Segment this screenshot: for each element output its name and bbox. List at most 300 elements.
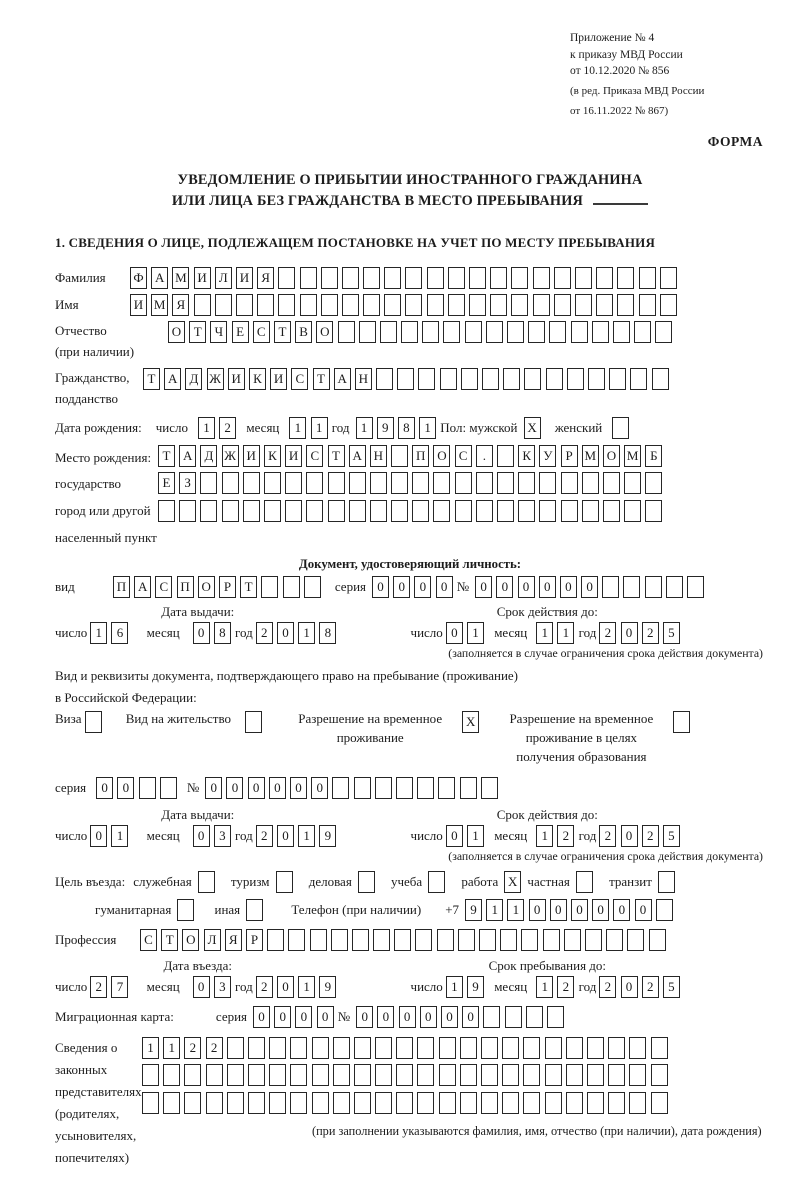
char-cell <box>587 1037 604 1059</box>
char-cell: 0 <box>462 1006 479 1028</box>
representatives-cells-1 <box>142 1037 762 1059</box>
char-cell <box>546 368 563 390</box>
char-cell: О <box>198 576 215 598</box>
char-cell <box>629 1064 646 1086</box>
char-cell <box>571 321 588 343</box>
iddoc-kind-label: вид <box>55 579 75 595</box>
char-cell <box>267 929 284 951</box>
stay-until-year-cells <box>599 976 684 998</box>
year-label: год <box>578 625 597 641</box>
char-cell <box>160 777 177 799</box>
char-cell <box>660 267 677 289</box>
char-cell <box>645 576 662 598</box>
char-cell <box>354 1064 371 1086</box>
char-cell: 1 <box>298 622 315 644</box>
char-cell <box>627 929 644 951</box>
char-cell: А <box>179 445 196 467</box>
char-cell: 0 <box>446 825 463 847</box>
char-cell: Т <box>161 929 178 951</box>
patronymic-row <box>55 321 765 363</box>
char-cell: Я <box>172 294 189 316</box>
char-cell <box>497 500 514 522</box>
char-cell <box>481 1064 498 1086</box>
char-cell <box>376 368 393 390</box>
resdoc-expiry-note: (заполняется в случае ограничения срока действия документа) <box>448 848 763 863</box>
char-cell: 1 <box>90 622 107 644</box>
char-cell <box>412 500 429 522</box>
char-cell: 5 <box>663 622 680 644</box>
month-label: месяц <box>146 978 180 994</box>
char-cell <box>222 472 239 494</box>
char-cell <box>564 929 581 951</box>
iddoc-issue-group <box>55 604 341 644</box>
char-cell: 6 <box>111 622 128 644</box>
char-cell <box>575 294 592 316</box>
birthdate-row <box>55 417 765 439</box>
option-temp-residence-education <box>497 710 694 767</box>
char-cell: Е <box>158 472 175 494</box>
birthplace-cells-3 <box>158 500 667 522</box>
char-cell <box>391 445 408 467</box>
char-cell <box>645 472 662 494</box>
char-cell: 1 <box>419 417 436 439</box>
char-cell <box>465 321 482 343</box>
char-cell <box>609 368 626 390</box>
char-cell <box>142 1092 159 1114</box>
char-cell <box>561 500 578 522</box>
char-cell: 2 <box>256 622 273 644</box>
year-label: год <box>235 978 253 994</box>
char-cell <box>312 1037 329 1059</box>
char-cell <box>476 472 493 494</box>
char-cell <box>261 576 278 598</box>
day-label: число <box>55 625 88 641</box>
char-cell: 2 <box>642 622 659 644</box>
char-cell <box>490 294 507 316</box>
char-cell <box>549 321 566 343</box>
char-cell <box>391 472 408 494</box>
char-cell: И <box>270 368 287 390</box>
char-cell <box>380 321 397 343</box>
char-cell: П <box>113 576 130 598</box>
char-cell <box>518 500 535 522</box>
citizenship-cells <box>143 368 673 390</box>
char-cell <box>566 1037 583 1059</box>
char-cell <box>321 294 338 316</box>
temp-residence-education-label: Разрешение на временное проживание в целях получения образования <box>509 711 654 764</box>
char-cell <box>497 445 514 467</box>
char-cell <box>443 321 460 343</box>
char-cell: 7 <box>111 976 128 998</box>
iddoc-series-label: серия <box>334 579 367 595</box>
char-cell <box>354 1037 371 1059</box>
char-cell <box>511 294 528 316</box>
char-cell: 0 <box>226 777 243 799</box>
char-cell <box>439 1037 456 1059</box>
surname-cells <box>130 267 681 289</box>
char-cell <box>349 472 366 494</box>
sex-male-label: Пол: мужской <box>440 419 518 435</box>
char-cell <box>490 267 507 289</box>
char-cell: 0 <box>253 1006 270 1028</box>
day-label: число <box>55 827 88 843</box>
char-cell: Т <box>274 321 291 343</box>
char-cell: X <box>524 417 541 439</box>
char-cell: 0 <box>621 976 638 998</box>
char-cell: 1 <box>536 622 553 644</box>
char-cell: П <box>177 576 194 598</box>
char-cell: 5 <box>663 825 680 847</box>
char-cell <box>645 500 662 522</box>
char-cell <box>602 576 619 598</box>
char-cell: 2 <box>90 976 107 998</box>
char-cell: А <box>349 445 366 467</box>
char-cell <box>248 1037 265 1059</box>
char-cell <box>596 267 613 289</box>
char-cell <box>194 294 211 316</box>
char-cell: Т <box>313 368 330 390</box>
char-cell: 2 <box>184 1037 201 1059</box>
char-cell <box>248 1092 265 1114</box>
char-cell <box>264 472 281 494</box>
char-cell <box>373 929 390 951</box>
char-cell <box>417 1064 434 1086</box>
issue-title: Дата выдачи: <box>161 604 235 620</box>
char-cell <box>370 472 387 494</box>
char-cell: 1 <box>198 417 215 439</box>
char-cell: 0 <box>621 622 638 644</box>
char-cell <box>288 929 305 951</box>
char-cell <box>422 321 439 343</box>
issue-day-cells <box>90 622 132 644</box>
char-cell: 1 <box>536 976 553 998</box>
char-cell <box>338 321 355 343</box>
char-cell <box>533 267 550 289</box>
char-cell <box>243 472 260 494</box>
char-cell <box>342 267 359 289</box>
char-cell <box>236 294 253 316</box>
char-cell: С <box>140 929 157 951</box>
char-cell <box>300 267 317 289</box>
char-cell <box>396 1064 413 1086</box>
char-cell <box>206 1064 223 1086</box>
iddoc-kind-cells <box>113 576 325 598</box>
char-cell <box>312 1092 329 1114</box>
purpose-official-label: служебная <box>133 873 192 889</box>
char-cell: 0 <box>420 1006 437 1028</box>
char-cell <box>479 929 496 951</box>
char-cell: 2 <box>599 976 616 998</box>
char-cell: К <box>518 445 535 467</box>
char-cell <box>163 1064 180 1086</box>
day-label: число <box>55 978 88 994</box>
iddoc-heading: Документ, удостоверяющий личность: <box>298 557 522 572</box>
iddoc-number-cells <box>475 576 708 598</box>
char-cell: 0 <box>193 622 210 644</box>
purpose-other-label: иная <box>214 901 241 917</box>
char-cell <box>554 294 571 316</box>
purpose-business-label: деловая <box>308 873 352 889</box>
birthplace-cells-2 <box>158 472 667 494</box>
char-cell: 0 <box>635 899 652 921</box>
char-cell <box>592 321 609 343</box>
year-label: год <box>235 827 253 843</box>
char-cell <box>588 368 605 390</box>
iddoc-expiry-group <box>411 604 685 644</box>
char-cell: М <box>172 267 189 289</box>
visa-checkbox <box>85 711 106 733</box>
char-cell: 2 <box>557 825 574 847</box>
char-cell <box>460 1092 477 1114</box>
char-cell <box>437 929 454 951</box>
expiry-title: Срок действия до: <box>496 806 598 822</box>
char-cell: 0 <box>377 1006 394 1028</box>
char-cell: Л <box>204 929 221 951</box>
char-cell <box>455 472 472 494</box>
char-cell: 1 <box>142 1037 159 1059</box>
char-cell: 5 <box>663 976 680 998</box>
birthplace-label: Место рождения: государство город или другой населенный пункт <box>55 449 157 546</box>
char-cell <box>481 777 498 799</box>
char-cell <box>545 1064 562 1086</box>
char-cell <box>469 294 486 316</box>
migcard-series-label: серия <box>215 1008 248 1024</box>
char-cell <box>269 1037 286 1059</box>
char-cell <box>634 321 651 343</box>
char-cell <box>651 1064 668 1086</box>
char-cell: Т <box>240 576 257 598</box>
appendix-line: Приложение № 4 <box>570 32 655 44</box>
char-cell: 0 <box>581 576 598 598</box>
day-label: число <box>410 978 443 994</box>
phone-label: Телефон (при наличии) <box>291 901 422 917</box>
char-cell <box>354 777 371 799</box>
char-cell: 0 <box>393 576 410 598</box>
resdoc-issue-group <box>55 807 341 847</box>
char-cell: М <box>624 445 641 467</box>
char-cell <box>623 576 640 598</box>
char-cell: 8 <box>214 622 231 644</box>
char-cell: И <box>130 294 147 316</box>
char-cell <box>405 267 422 289</box>
firstname-row <box>55 294 765 316</box>
char-cell <box>417 1092 434 1114</box>
char-cell <box>331 929 348 951</box>
char-cell <box>652 368 669 390</box>
char-cell: 1 <box>467 622 484 644</box>
char-cell: С <box>306 445 323 467</box>
char-cell: С <box>291 368 308 390</box>
char-cell <box>405 294 422 316</box>
char-cell: 2 <box>599 825 616 847</box>
char-cell <box>585 929 602 951</box>
char-cell: 2 <box>642 825 659 847</box>
char-cell <box>269 1092 286 1114</box>
resdoc-series-cells <box>96 777 181 799</box>
representatives-cells-rows <box>142 1037 762 1139</box>
char-cell <box>396 1037 413 1059</box>
char-cell <box>543 929 560 951</box>
res-expiry-month-cells <box>536 825 578 847</box>
patronymic-cells <box>168 321 677 343</box>
iddoc-series-cells <box>372 576 457 598</box>
char-cell <box>306 500 323 522</box>
char-cell <box>349 500 366 522</box>
resdoc-dates <box>55 807 765 847</box>
char-cell <box>417 1037 434 1059</box>
char-cell <box>384 267 401 289</box>
expiry-year-cells <box>599 622 684 644</box>
sex-female-checkbox <box>612 417 633 439</box>
char-cell: М <box>151 294 168 316</box>
char-cell <box>624 472 641 494</box>
char-cell: О <box>316 321 333 343</box>
birthdate-label: Дата рождения: <box>55 419 142 435</box>
char-cell <box>312 1064 329 1086</box>
representatives-label: Сведения о законных представителях (родителях, усыновителях, попечителях) <box>55 1039 142 1166</box>
char-cell: 3 <box>214 825 231 847</box>
char-cell <box>290 1064 307 1086</box>
purpose-tourism-checkbox <box>276 871 297 893</box>
char-cell: 0 <box>295 1006 312 1028</box>
char-cell <box>629 1037 646 1059</box>
char-cell <box>461 368 478 390</box>
resdoc-number-label: № <box>186 779 200 795</box>
char-cell <box>502 1064 519 1086</box>
migcard-series-cells <box>253 1006 338 1028</box>
firstname-label: Имя <box>55 297 79 313</box>
char-cell <box>539 500 556 522</box>
expiry-day-cells <box>446 622 488 644</box>
char-cell <box>285 472 302 494</box>
char-cell: 0 <box>269 777 286 799</box>
representatives-cells-3 <box>142 1092 762 1114</box>
char-cell: 0 <box>372 576 389 598</box>
char-cell <box>384 294 401 316</box>
resdoc-number-cells <box>205 777 502 799</box>
res-issue-year-cells <box>256 825 341 847</box>
purpose-label: Цель въезда: <box>55 873 126 889</box>
char-cell <box>428 871 445 893</box>
phone-prefix: +7 <box>445 901 460 917</box>
entry-dates <box>55 958 765 998</box>
char-cell <box>539 472 556 494</box>
char-cell: 0 <box>311 777 328 799</box>
birthplace-cells-1 <box>158 445 667 467</box>
issue-year-cells <box>256 622 341 644</box>
resdoc-line-1: Вид и реквизиты документа, подтверждающего право на пребывание (проживание) <box>55 668 519 684</box>
year-label: год <box>235 625 253 641</box>
section1-heading: 1. СВЕДЕНИЯ О ЛИЦЕ, ПОДЛЕЖАЩЕМ ПОСТАНОВКЕ НА УЧЕТ ПО МЕСТУ ПРЕБЫВАНИЯ <box>55 235 656 251</box>
month-label: месяц <box>146 625 180 641</box>
char-cell <box>608 1064 625 1086</box>
char-cell <box>333 1064 350 1086</box>
char-cell: О <box>603 445 620 467</box>
profession-label: Профессия <box>55 931 117 947</box>
char-cell: 0 <box>518 576 535 598</box>
char-cell <box>257 294 274 316</box>
char-cell <box>624 500 641 522</box>
migcard-number-label: № <box>337 1008 351 1024</box>
char-cell: 2 <box>599 622 616 644</box>
char-cell <box>603 500 620 522</box>
purpose-work-label: работа <box>461 873 499 889</box>
char-cell <box>439 1064 456 1086</box>
char-cell: 0 <box>193 825 210 847</box>
option-temp-residence <box>286 710 483 748</box>
char-cell <box>370 500 387 522</box>
char-cell: Р <box>219 576 236 598</box>
char-cell <box>227 1092 244 1114</box>
citizenship-label: Гражданство, подданство <box>55 369 130 406</box>
residence-permit-checkbox <box>245 711 266 733</box>
month-label: месяц <box>494 625 528 641</box>
char-cell: 1 <box>557 622 574 644</box>
char-cell <box>476 500 493 522</box>
char-cell <box>139 777 156 799</box>
migration-card-row <box>55 1006 765 1028</box>
char-cell <box>673 711 690 733</box>
char-cell <box>617 267 634 289</box>
char-cell: 0 <box>117 777 134 799</box>
char-cell <box>547 1006 564 1028</box>
char-cell <box>545 1037 562 1059</box>
char-cell <box>200 472 217 494</box>
char-cell <box>375 1037 392 1059</box>
char-cell <box>85 711 102 733</box>
char-cell <box>215 294 232 316</box>
char-cell <box>243 500 260 522</box>
char-cell <box>656 899 673 921</box>
char-cell: 2 <box>557 976 574 998</box>
char-cell <box>460 1064 477 1086</box>
sex-female-label: женский <box>554 419 603 435</box>
entry-date-group <box>55 958 341 998</box>
char-cell: 2 <box>219 417 236 439</box>
char-cell: 9 <box>465 899 482 921</box>
purpose-row-2 <box>55 899 765 921</box>
char-cell <box>649 929 666 951</box>
char-cell: 2 <box>256 976 273 998</box>
phone-cells <box>465 899 677 921</box>
char-cell: Ж <box>207 368 224 390</box>
appendix-block <box>570 30 765 120</box>
char-cell <box>523 1092 540 1114</box>
char-cell <box>481 1037 498 1059</box>
char-cell <box>363 294 380 316</box>
char-cell <box>300 294 317 316</box>
char-cell <box>358 871 375 893</box>
purpose-tourism-label: туризм <box>230 873 270 889</box>
char-cell <box>304 576 321 598</box>
char-cell: 0 <box>277 976 294 998</box>
char-cell <box>283 576 300 598</box>
char-cell <box>342 294 359 316</box>
iddoc-dates <box>55 604 765 644</box>
month-label: месяц <box>494 827 528 843</box>
char-cell: О <box>433 445 450 467</box>
char-cell: 0 <box>96 777 113 799</box>
char-cell <box>651 1037 668 1059</box>
char-cell: 0 <box>193 976 210 998</box>
char-cell <box>310 929 327 951</box>
char-cell <box>285 500 302 522</box>
day-label: число <box>410 827 443 843</box>
year-label: год <box>578 827 597 843</box>
char-cell: 0 <box>621 825 638 847</box>
char-cell: А <box>164 368 181 390</box>
char-cell: С <box>455 445 472 467</box>
